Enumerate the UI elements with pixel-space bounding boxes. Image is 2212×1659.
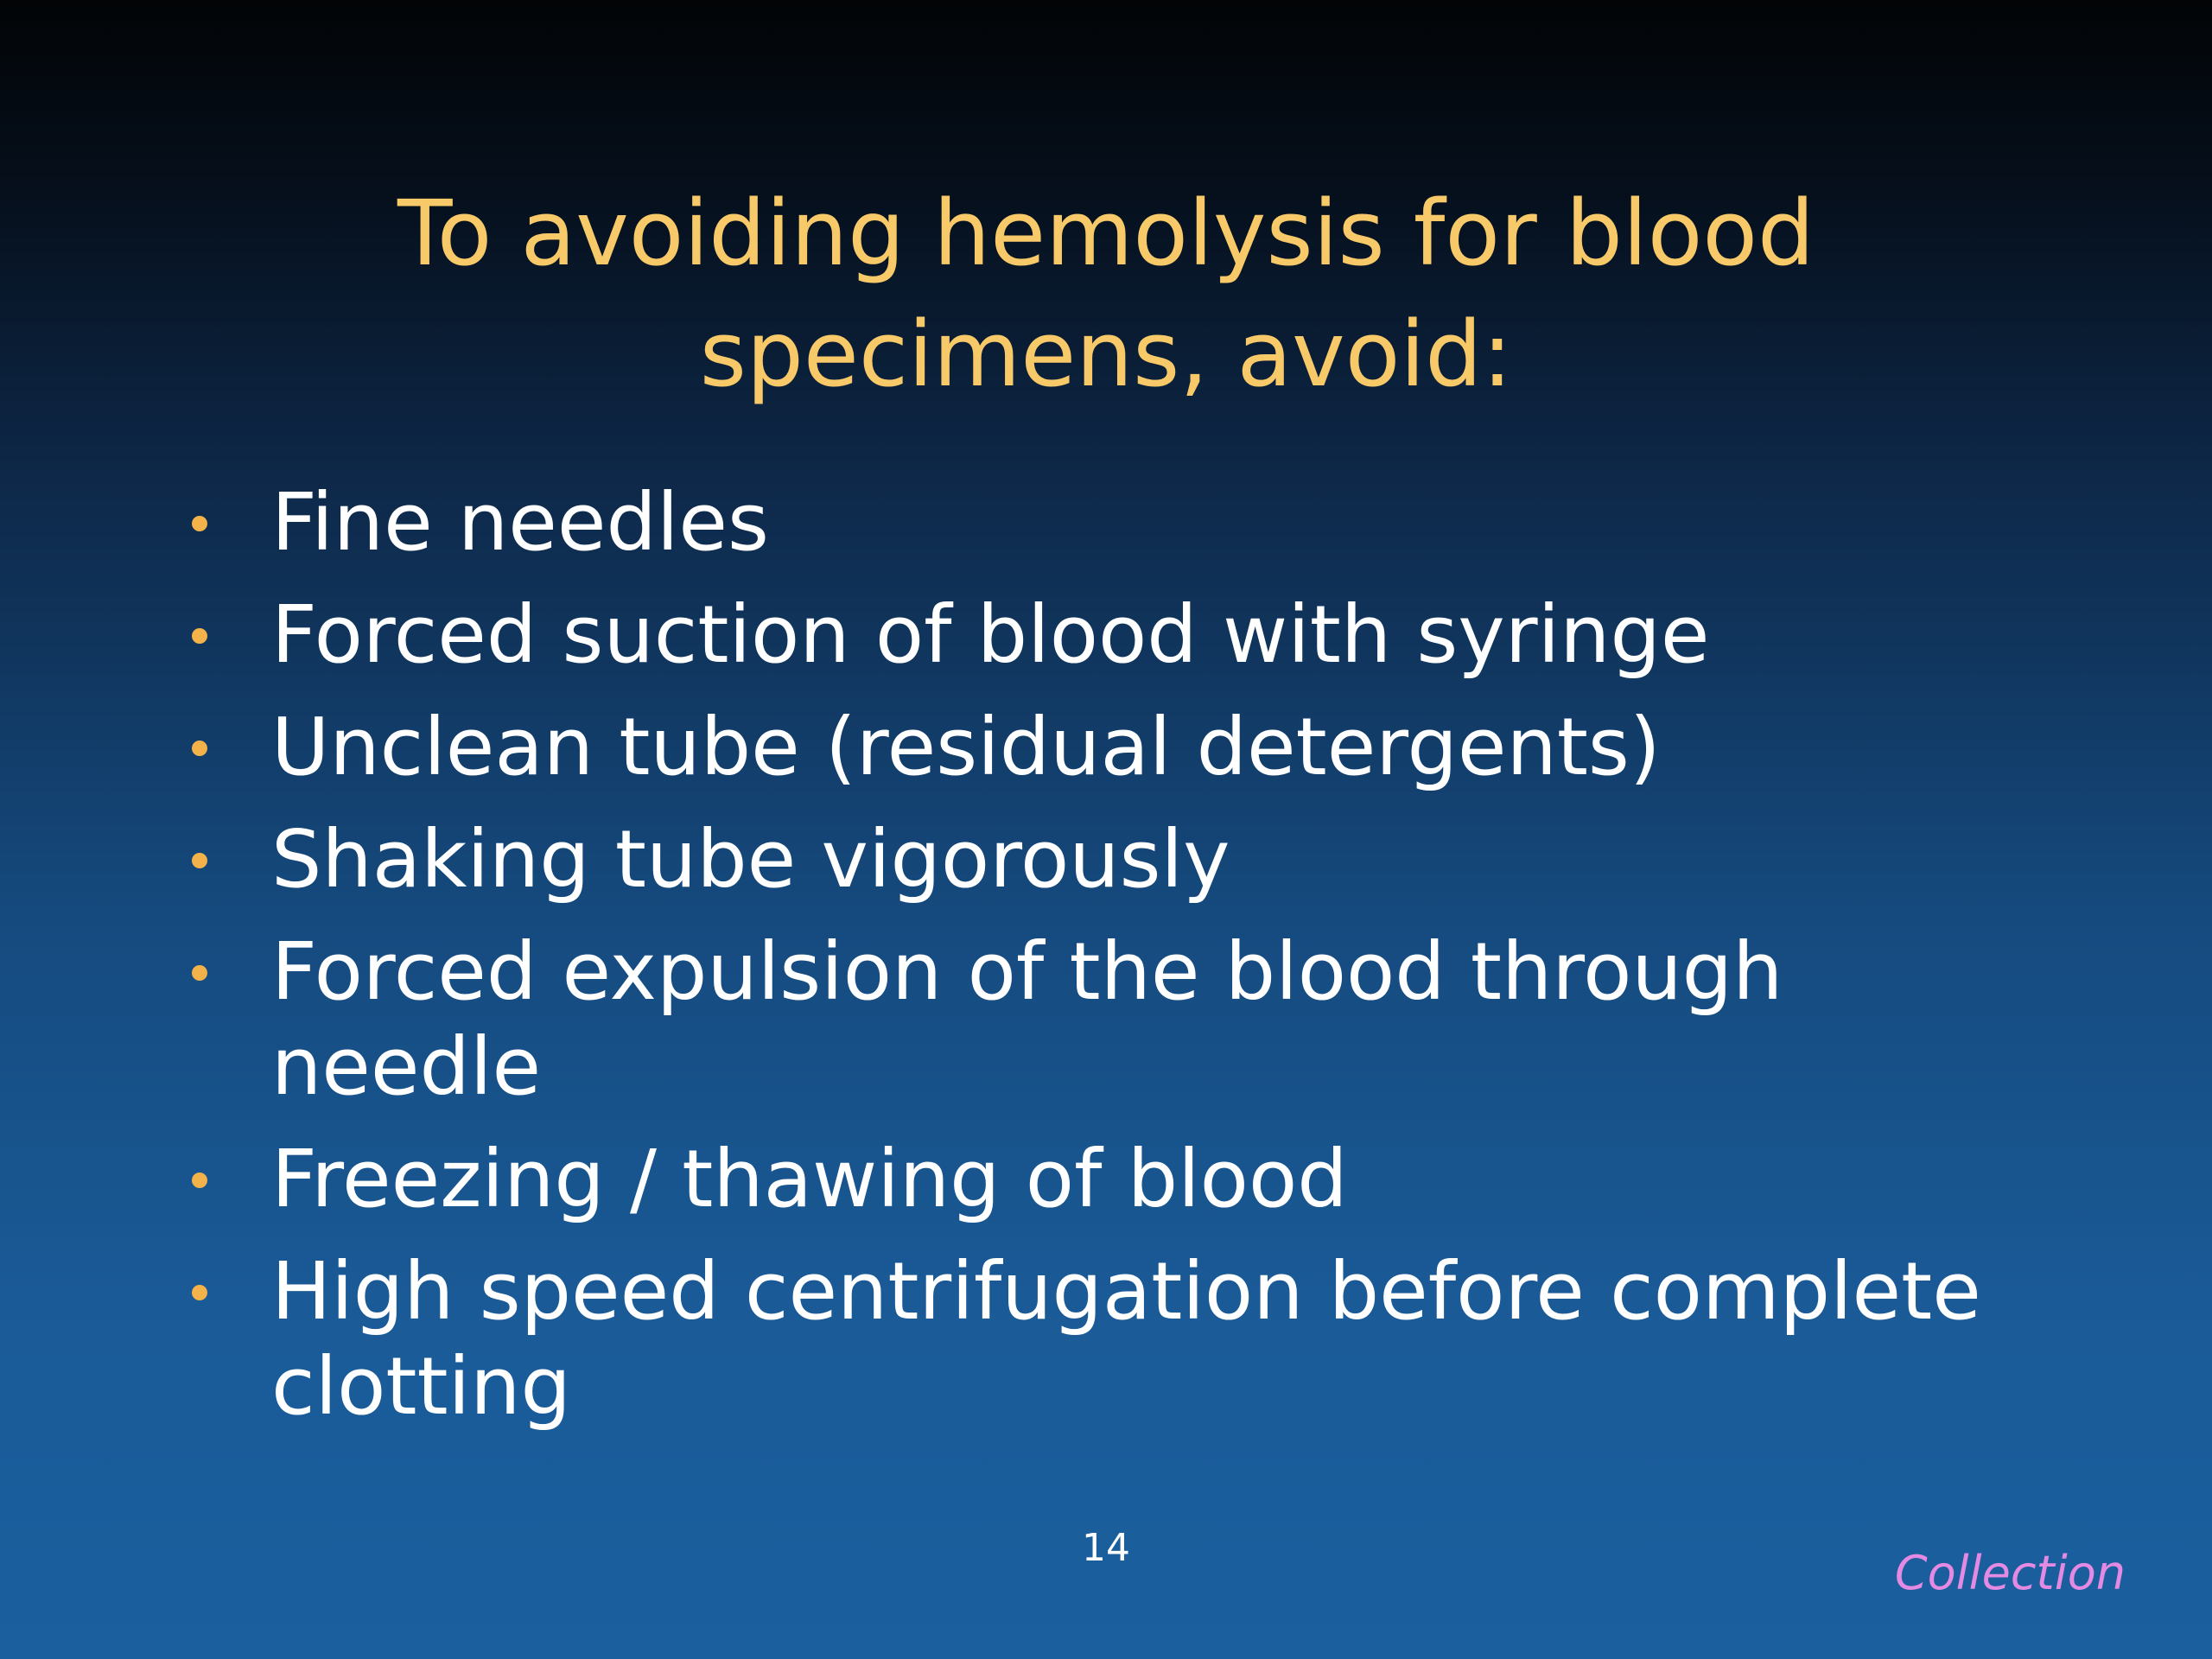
bullet-text: Fine needles (271, 476, 769, 569)
bullet-item (173, 700, 2039, 795)
bullet-dot-icon (192, 965, 207, 981)
bullet-item (173, 475, 2039, 570)
bullet-text: Shaking tube vigorously (271, 813, 1230, 906)
bullet-text: Freezing / thawing of blood (271, 1133, 1348, 1225)
bullet-dot-icon (192, 741, 207, 756)
bullet-dot-icon (192, 1285, 207, 1300)
bullet-text: Forced suction of blood with syringe (271, 588, 1710, 681)
bullet-list (173, 475, 2039, 1452)
bullet-item (173, 1244, 2039, 1434)
bullet-item (173, 925, 2039, 1115)
bullet-text: High speed centrifugation before complete clotting (271, 1245, 1981, 1433)
bullet-item (173, 588, 2039, 683)
bullet-item (173, 812, 2039, 907)
bullet-dot-icon (192, 516, 207, 531)
bullet-dot-icon (192, 853, 207, 868)
bullet-text: Unclean tube (residual detergents) (271, 701, 1661, 793)
footer-section-label: Collection (1894, 1546, 2126, 1600)
bullet-dot-icon (192, 1173, 207, 1188)
page-number: 14 (1082, 1526, 1130, 1570)
bullet-item (173, 1132, 2039, 1227)
bullet-text: Forced expulsion of the blood through needle (271, 925, 1783, 1113)
slide-title: To avoiding hemolysis for blood specimens, avoid: (397, 181, 1815, 407)
bullet-dot-icon (192, 628, 207, 644)
